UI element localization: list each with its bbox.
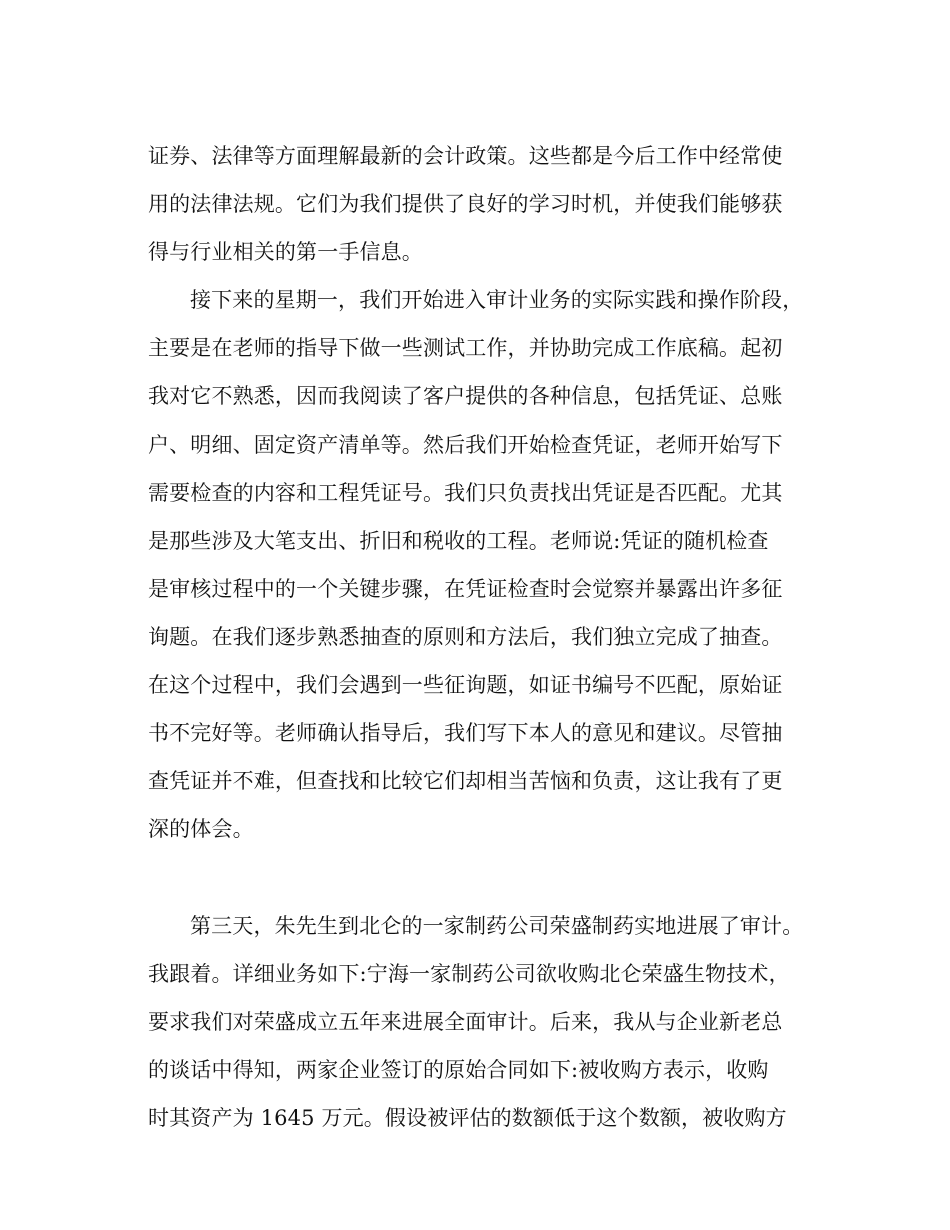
document-body	[148, 132, 812, 1142]
text-line: 户、明细、固定资产清单等。然后我们开始检查凭证，老师开始写下	[148, 432, 783, 457]
text-line: 是那些涉及大笔支出、折旧和税收的工程。老师说:凭证的随机检查	[148, 528, 769, 553]
text-line: 用的法律法规。它们为我们提供了良好的学习时机，并使我们能够获	[148, 192, 783, 217]
text-line: 深的体会。	[148, 817, 254, 842]
paragraph-2	[148, 276, 812, 901]
paragraph-3	[148, 902, 812, 1142]
text-line: 需要检查的内容和工程凭证号。我们只负责找出凭证是否匹配。尤其	[148, 480, 783, 505]
text-line: 证券、法律等方面理解最新的会计政策。这些都是今后工作中经常使	[148, 144, 783, 168]
text-line: 查凭证并不难，但查找和比较它们却相当苦恼和负责，这让我有了更	[148, 769, 783, 794]
text-line: 我对它不熟悉，因而我阅读了客户提供的各种信息，包括凭证、总账	[148, 384, 783, 409]
text-line: 得与行业相关的第一手信息。	[148, 240, 423, 265]
text-line: 在这个过程中，我们会遇到一些征询题，如证书编号不匹配，原始证	[148, 673, 783, 698]
text-line: 询题。在我们逐步熟悉抽查的原则和方法后，我们独立完成了抽查。	[148, 624, 783, 649]
text-line: 要求我们对荣盛成立五年来进展全面审计。后来，我从与企业新老总	[148, 1009, 783, 1034]
text-line: 主要是在老师的指导下做一些测试工作，并协助完成工作底稿。起初	[148, 336, 783, 361]
text-line: 我跟着。详细业务如下:宁海一家制药公司欲收购北仑荣盛生物技术，	[148, 961, 790, 986]
text-line: 是审核过程中的一个关键步骤，在凭证检查时会觉察并暴露出许多征	[148, 576, 783, 601]
text-line: 第三天，朱先生到北仑的一家制药公司荣盛制药实地进展了审计。	[190, 913, 804, 938]
text-line: 的谈话中得知，两家企业签订的原始合同如下:被收购方表示，收购	[148, 1057, 769, 1082]
paragraph-1	[148, 132, 812, 276]
text-line	[148, 853, 812, 901]
text-line: 接下来的星期一，我们开始进入审计业务的实际实践和操作阶段，	[190, 288, 804, 313]
text-line: 时其资产为 1645 万元。假设被评估的数额低于这个数额，被收购方	[148, 1105, 787, 1130]
text-line: 书不完好等。老师确认指导后，我们写下本人的意见和建议。尽管抽	[148, 721, 783, 746]
